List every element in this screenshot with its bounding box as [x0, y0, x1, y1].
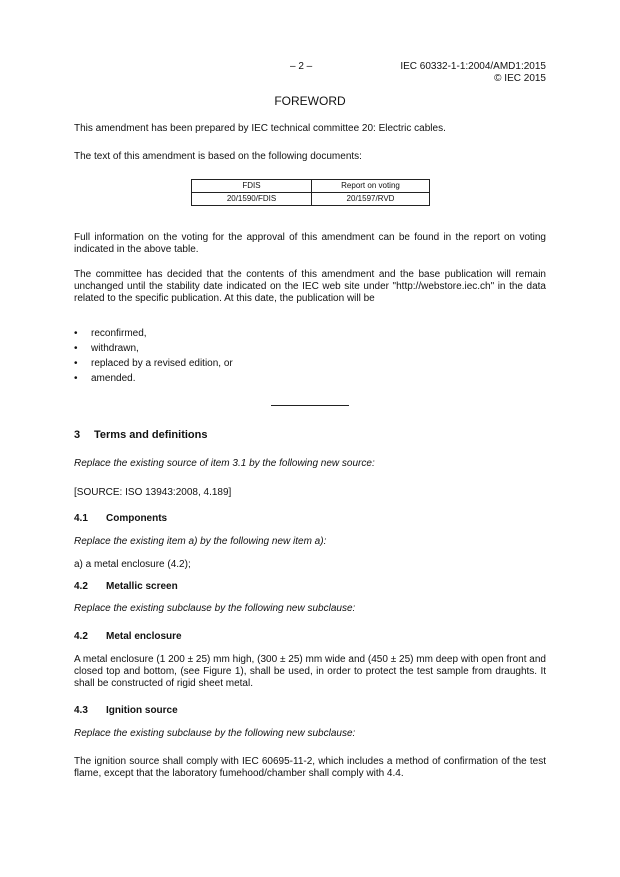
table-header-report: Report on voting — [312, 180, 430, 193]
section-3-source: [SOURCE: ISO 13943:2008, 4.189] — [74, 487, 232, 498]
bullet-icon: • — [74, 373, 78, 384]
section-divider — [271, 405, 349, 406]
section-number: 3 — [74, 429, 81, 441]
clause-4-2-instruction: Replace the existing subclause by the following new subclause: — [74, 603, 356, 614]
clause-title: Metallic screen — [106, 581, 178, 592]
clause-4-2-text: A metal enclosure (1 200 ± 25) mm high, (300 ± 25) mm wide and (450 ± 25) mm deep with open front and closed top and bottom, (see Figure 1), shall be used, in order to protect the test sample from draughts. It shall be constructed of rigid sheet metal. — [74, 654, 546, 689]
clause-4-2-enclosure-heading — [74, 631, 182, 643]
document-header — [370, 61, 546, 85]
document-id: IEC 60332-1-1:2004/AMD1:2015 — [400, 61, 546, 72]
section-3-instruction: Replace the existing source of item 3.1 by the following new source: — [74, 458, 375, 469]
clause-4-3-text: The ignition source shall comply with IEC 60695-11-2, which includes a method of confirmation of the test flame, except that the laboratory fumehood/chamber shall comply with 4.4. — [74, 756, 546, 779]
clause-number: 4.1 — [74, 513, 88, 524]
clause-4-3-instruction: Replace the existing subclause by the following new subclause: — [74, 728, 356, 739]
table-cell-fdis: 20/1590/FDIS — [192, 193, 312, 206]
clause-title: Metal enclosure — [106, 631, 182, 642]
section-title: Terms and definitions — [94, 429, 208, 441]
foreword-based-on: The text of this amendment is based on the following documents: — [74, 151, 362, 162]
full-info-paragraph: Full information on the voting for the approval of this amendment can be found in the report on voting indicated in the above table. — [74, 232, 546, 255]
clause-title: Ignition source — [106, 705, 178, 716]
table-row — [192, 193, 430, 206]
publication-options-list — [74, 328, 233, 388]
table-header-fdis: FDIS — [192, 180, 312, 193]
copyright: © IEC 2015 — [494, 73, 546, 84]
clause-4-1-heading — [74, 513, 167, 525]
clause-number: 4.2 — [74, 581, 88, 592]
table-cell-rvd: 20/1597/RVD — [312, 193, 430, 206]
table-header-row — [192, 180, 430, 193]
voting-table — [191, 179, 430, 206]
clause-4-3-heading — [74, 705, 178, 717]
clause-title: Components — [106, 513, 168, 524]
section-3-heading — [74, 429, 207, 441]
foreword-intro: This amendment has been prepared by IEC technical committee 20: Electric cables. — [74, 123, 446, 134]
foreword-title: FOREWORD — [274, 94, 346, 108]
bullet-icon: • — [74, 328, 78, 339]
page-number: – 2 – — [290, 61, 313, 72]
clause-4-1-instruction: Replace the existing item a) by the following new item a): — [74, 536, 327, 547]
clause-4-2-metallic-heading — [74, 581, 178, 593]
list-item: • replaced by a revised edition, or — [74, 358, 233, 373]
list-item: • withdrawn, — [74, 343, 233, 358]
clause-number: 4.2 — [74, 631, 88, 642]
clause-number: 4.3 — [74, 705, 88, 716]
list-item: • amended. — [74, 373, 233, 388]
bullet-icon: • — [74, 358, 78, 369]
bullet-icon: • — [74, 343, 78, 354]
list-item: • reconfirmed, — [74, 328, 233, 343]
clause-4-1-item: a) a metal enclosure (4.2); — [74, 559, 191, 570]
committee-paragraph: The committee has decided that the contents of this amendment and the base publication will remain unchanged until the stability date indicated on the IEC web site under "http://webstore.iec.ch" in the data related to the specific publication. At this date, the publication will be — [74, 269, 546, 304]
